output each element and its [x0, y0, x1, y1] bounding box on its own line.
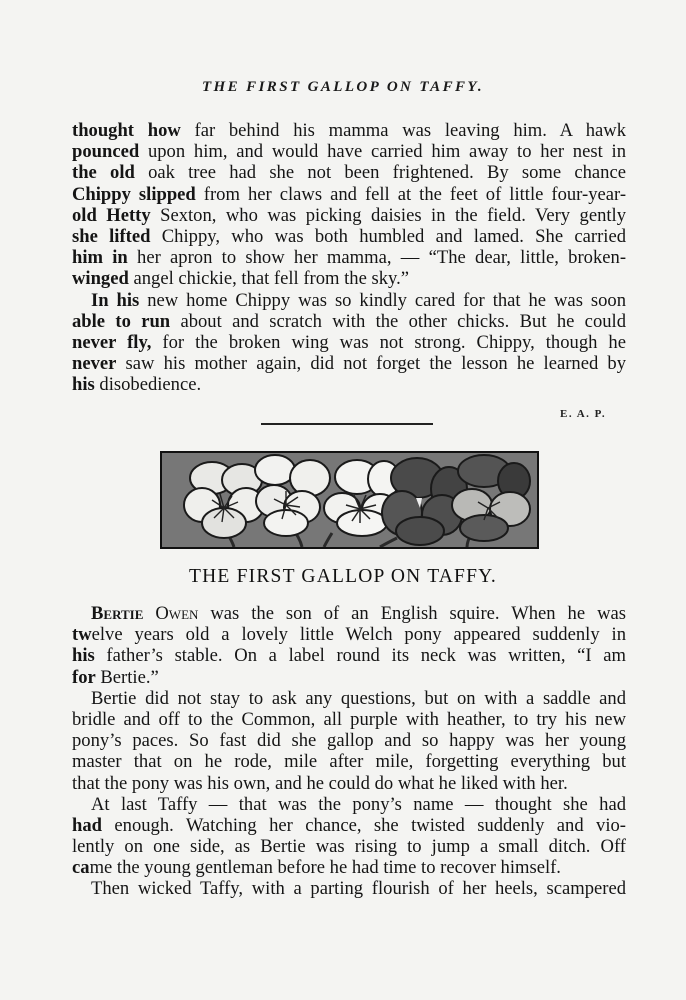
text-line: [72, 773, 626, 794]
text-line: [72, 603, 626, 624]
line-text: oak tree had she not been frightened. By some chance: [134, 162, 626, 184]
bold-lead: the old: [72, 162, 135, 184]
story-title: THE FIRST GALLOP ON TAFFY.: [189, 566, 497, 587]
line-text: was the son of an English squire. When he was: [198, 603, 626, 624]
bold-lead: his: [72, 645, 95, 667]
text-line: [72, 247, 626, 268]
text-line: [72, 857, 626, 878]
line-text: saw his mother again, did not forget the lesson he learned by: [116, 353, 626, 375]
text-line: [72, 878, 626, 899]
bold-lead: never: [72, 353, 117, 375]
text-line: [72, 268, 626, 289]
previous-story-text: [72, 120, 626, 395]
text-line: [72, 162, 626, 183]
text-line: [72, 688, 626, 709]
bold-lead: old Hetty: [72, 204, 151, 226]
line-text: upon him, and would have carried him away to her nest in: [139, 141, 626, 163]
text-line: [72, 353, 626, 374]
line-text: bridle and off to the Common, all purple with heather, to try his new: [72, 708, 626, 730]
bold-lead: thought how: [72, 120, 181, 141]
text-line: [72, 645, 626, 666]
line-text: Chippy, who was both humbled and lamed. She carried: [150, 225, 626, 247]
bold-lead: tw: [72, 624, 92, 646]
text-line: [72, 709, 626, 730]
text-line: [72, 226, 626, 247]
text-line: [72, 624, 626, 645]
line-text: her apron to show her mamma, — “The dear, little, broken-: [127, 247, 627, 269]
text-line: [72, 730, 626, 751]
line-text: angel chickie, that fell from the sky.”: [128, 268, 410, 290]
running-head: THE FIRST GALLOP ON TAFFY.: [201, 79, 484, 95]
text-line: [72, 332, 626, 353]
line-text: about and scratch with the other chicks. But he could: [170, 310, 626, 332]
line-text: far behind his mamma was leaving him. A hawk: [180, 120, 626, 141]
bold-lead: able to run: [72, 310, 171, 332]
line-text: from her claws and fell at the feet of little four-year-: [195, 183, 627, 205]
small-caps-name: Bertie: [91, 603, 144, 624]
pansy-illustration: [160, 451, 539, 549]
line-text: new home Chippy was so kindly cared for that he was soon: [139, 289, 626, 311]
text-line: [72, 815, 626, 836]
bold-lead: In his: [91, 289, 140, 311]
text-line: [72, 311, 626, 332]
text-line: [72, 794, 626, 815]
line-text: Bertie.”: [95, 666, 159, 688]
bold-lead: winged: [72, 268, 129, 290]
section-divider-rule: [261, 423, 433, 425]
bold-lead: for: [72, 666, 96, 688]
bold-lead: him in: [72, 247, 128, 269]
text-line: [72, 667, 626, 688]
line-text: that the pony was his own, and he could do what he liked with her.: [72, 772, 568, 794]
author-signature: E. A. P.: [560, 408, 607, 420]
text-line: [72, 751, 626, 772]
text-line: [72, 836, 626, 857]
story-text: [72, 603, 626, 900]
line-text: father’s stable. On a label round its neck was written, “I am: [94, 645, 626, 667]
text-line: [72, 205, 626, 226]
text-line: [72, 120, 626, 141]
text-line: [72, 184, 626, 205]
line-text: master that on he rode, mile after mile, forgetting everything but: [72, 751, 626, 773]
bold-lead: pounced: [72, 141, 140, 163]
bold-lead: never fly,: [72, 331, 152, 353]
line-text: At last Taffy — that was the pony’s name — thought she had: [91, 793, 626, 815]
bold-lead: ca: [72, 857, 90, 879]
line-text: me the young gentleman before he had time to recover himself.: [89, 857, 561, 879]
text-line: [72, 374, 626, 395]
bold-lead: she lifted: [72, 225, 151, 247]
small-caps-name: Owen: [155, 603, 199, 624]
line-text: Then wicked Taffy, with a parting flourish of her heels, scampered: [91, 878, 626, 900]
line-text: disobedience.: [94, 374, 202, 396]
line-text: pony’s paces. So fast did she gallop and so happy was her young: [72, 730, 626, 752]
line-text: Bertie did not stay to ask any questions, but on with a saddle and: [91, 687, 626, 709]
line-text: for the broken wing was not strong. Chippy, though he: [151, 331, 626, 353]
bold-lead: had: [72, 814, 102, 836]
text-line: [72, 290, 626, 311]
line-text: elve years old a lovely little Welch pony appeared suddenly in: [91, 624, 626, 646]
bold-lead: Chippy slipped: [72, 183, 196, 205]
bold-lead: his: [72, 374, 95, 396]
pansy-flowers-icon: [162, 453, 537, 547]
line-text: lently on one side, as Bertie was rising to jump a small ditch. Off: [72, 836, 626, 858]
line-text: Sexton, who was picking daisies in the field. Very gently: [150, 204, 627, 226]
text-line: [72, 141, 626, 162]
line-text: enough. Watching her chance, she twisted suddenly and vio-: [101, 814, 626, 836]
